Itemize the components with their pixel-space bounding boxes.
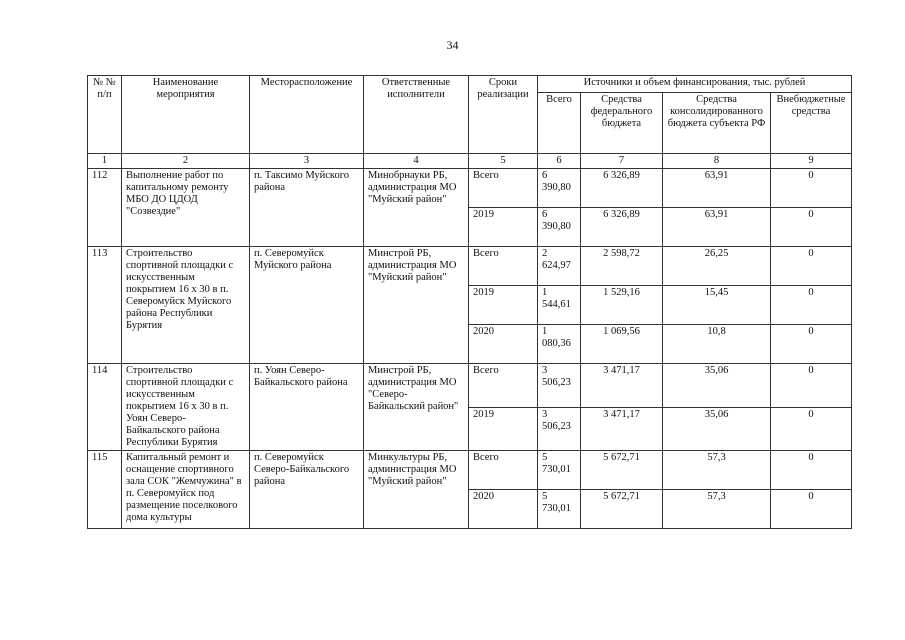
table-row bbox=[88, 451, 852, 490]
federal-value: 1 529,16 bbox=[581, 286, 663, 325]
page-number: 34 bbox=[446, 38, 459, 52]
federal-value: 5 672,71 bbox=[581, 451, 663, 490]
column-index: 6 bbox=[538, 154, 581, 169]
extrabudget-value: 0 bbox=[771, 364, 852, 408]
period: 2019 bbox=[469, 407, 538, 451]
extrabudget-value: 0 bbox=[771, 169, 852, 208]
regional-value: 35,06 bbox=[663, 407, 771, 451]
table-row bbox=[88, 364, 852, 408]
header-total: Всего bbox=[538, 93, 581, 154]
total-value: 2 624,97 bbox=[538, 247, 581, 286]
regional-value: 63,91 bbox=[663, 169, 771, 208]
column-index-row bbox=[88, 154, 852, 169]
column-index: 2 bbox=[122, 154, 250, 169]
header-regional: Средства консолидированного бюджета субъекта РФ bbox=[663, 93, 771, 154]
period: 2020 bbox=[469, 490, 538, 529]
location: п. Северомуйск Муйского района bbox=[250, 247, 364, 364]
period: 2020 bbox=[469, 325, 538, 364]
regional-value: 15,45 bbox=[663, 286, 771, 325]
location: п. Уоян Северо-Байкальского района bbox=[250, 364, 364, 451]
regional-value: 26,25 bbox=[663, 247, 771, 286]
location: п. Северомуйск Северо-Байкальского района bbox=[250, 451, 364, 529]
extrabudget-value: 0 bbox=[771, 325, 852, 364]
extrabudget-value: 0 bbox=[771, 407, 852, 451]
measure-name: Выполнение работ по капитальному ремонту МБО ДО ЦДОД "Созвездие" bbox=[122, 169, 250, 247]
responsible: Минстрой РБ, администрация МО "Северо-Байкальский район" bbox=[364, 364, 469, 451]
total-value: 5 730,01 bbox=[538, 490, 581, 529]
period: Всего bbox=[469, 247, 538, 286]
responsible: Минстрой РБ, администрация МО "Муйский район" bbox=[364, 247, 469, 364]
total-value: 1 544,61 bbox=[538, 286, 581, 325]
federal-value: 5 672,71 bbox=[581, 490, 663, 529]
total-value: 3 506,23 bbox=[538, 364, 581, 408]
regional-value: 10,8 bbox=[663, 325, 771, 364]
regional-value: 63,91 bbox=[663, 208, 771, 247]
row-number: 113 bbox=[88, 247, 122, 364]
header-location: Месторасположение bbox=[250, 76, 364, 154]
header-funding-group: Источники и объем финансирования, тыс. рублей bbox=[538, 76, 852, 93]
regional-value: 57,3 bbox=[663, 451, 771, 490]
header-responsible: Ответственные исполнители bbox=[364, 76, 469, 154]
header-name: Наименование мероприятия bbox=[122, 76, 250, 154]
regional-value: 35,06 bbox=[663, 364, 771, 408]
federal-value: 3 471,17 bbox=[581, 364, 663, 408]
period: Всего bbox=[469, 364, 538, 408]
column-index: 5 bbox=[469, 154, 538, 169]
column-index: 8 bbox=[663, 154, 771, 169]
federal-value: 2 598,72 bbox=[581, 247, 663, 286]
total-value: 3 506,23 bbox=[538, 407, 581, 451]
column-index: 3 bbox=[250, 154, 364, 169]
header-period: Сроки реализации bbox=[469, 76, 538, 154]
column-index: 4 bbox=[364, 154, 469, 169]
table-row bbox=[88, 247, 852, 286]
header-row bbox=[88, 76, 852, 93]
row-number: 115 bbox=[88, 451, 122, 529]
funding-table bbox=[87, 75, 852, 529]
federal-value: 1 069,56 bbox=[581, 325, 663, 364]
table-row bbox=[88, 169, 852, 208]
extrabudget-value: 0 bbox=[771, 208, 852, 247]
extrabudget-value: 0 bbox=[771, 451, 852, 490]
measure-name: Капитальный ремонт и оснащение спортивного зала СОК "Жемчужина" в п. Северомуйск под размещение поселкового дома культуры bbox=[122, 451, 250, 529]
location: п. Таксимо Муйского района bbox=[250, 169, 364, 247]
regional-value: 57,3 bbox=[663, 490, 771, 529]
column-index: 9 bbox=[771, 154, 852, 169]
responsible: Минкультуры РБ, администрация МО "Муйский район" bbox=[364, 451, 469, 529]
measure-name: Строительство спортивной площадки с искусственным покрытием 16 x 30 в п. Северомуйск Муйского района Республики Бурятия bbox=[122, 247, 250, 364]
total-value: 1 080,36 bbox=[538, 325, 581, 364]
period: Всего bbox=[469, 451, 538, 490]
federal-value: 3 471,17 bbox=[581, 407, 663, 451]
measure-name: Строительство спортивной площадки с искусственным покрытием 16 x 30 в п. Уоян Северо-Байкальского района Республики Бурятия bbox=[122, 364, 250, 451]
total-value: 5 730,01 bbox=[538, 451, 581, 490]
extrabudget-value: 0 bbox=[771, 286, 852, 325]
header-federal: Средства федерального бюджета bbox=[581, 93, 663, 154]
row-number: 114 bbox=[88, 364, 122, 451]
total-value: 6 390,80 bbox=[538, 169, 581, 208]
extrabudget-value: 0 bbox=[771, 247, 852, 286]
row-number: 112 bbox=[88, 169, 122, 247]
column-index: 7 bbox=[581, 154, 663, 169]
header-num: № № п/п bbox=[88, 76, 122, 154]
period: Всего bbox=[469, 169, 538, 208]
total-value: 6 390,80 bbox=[538, 208, 581, 247]
column-index: 1 bbox=[88, 154, 122, 169]
responsible: Минобрнауки РБ, администрация МО "Муйский район" bbox=[364, 169, 469, 247]
extrabudget-value: 0 bbox=[771, 490, 852, 529]
header-extrabudget: Внебюджетные средства bbox=[771, 93, 852, 154]
period: 2019 bbox=[469, 286, 538, 325]
federal-value: 6 326,89 bbox=[581, 169, 663, 208]
federal-value: 6 326,89 bbox=[581, 208, 663, 247]
period: 2019 bbox=[469, 208, 538, 247]
